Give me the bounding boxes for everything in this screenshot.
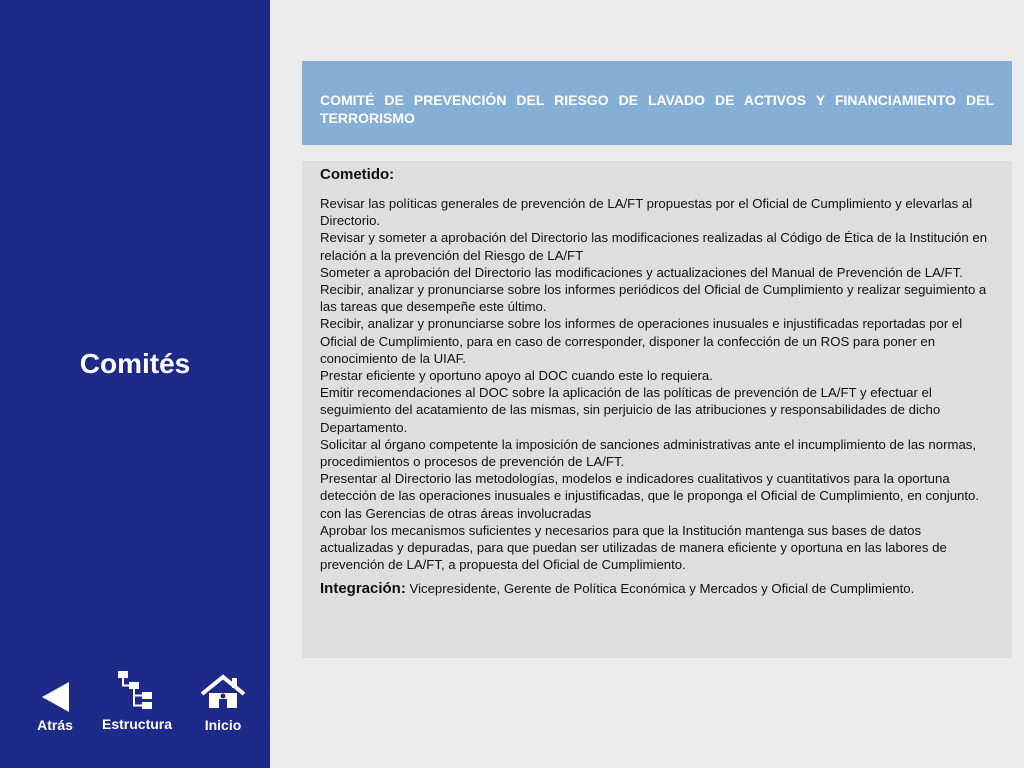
duty-item: Prestar eficiente y oportuno apoyo al DOC cuando este lo requiera. [320, 368, 713, 384]
integration-text: Vicepresidente, Gerente de Política Económica y Mercados y Oficial de Cumplimiento. [405, 581, 915, 597]
home-icon [188, 668, 258, 712]
duty-item: Recibir, analizar y pronunciarse sobre los informes de operaciones inusuales e injustificadas reportadas por el Oficial de Cumplimiento, para en caso de corresponder, disponer la confección de un ROS para poner en conocimiento de la UIAF. [320, 316, 963, 366]
committee-details [302, 161, 1012, 658]
structure-button[interactable] [102, 668, 172, 738]
sidebar [0, 0, 270, 768]
committee-title: COMITÉ DE PREVENCIÓN DEL RIESGO DE LAVADO DE ACTIVOS Y FINANCIAMIENTO DEL TERRORISMO [320, 92, 994, 126]
integration-row [320, 580, 994, 598]
back-arrow-icon [20, 668, 90, 712]
duty-item: Aprobar los mecanismos suficientes y necesarios para que la Institución mantenga sus bases de datos actualizadas y depuradas, para que puedan ser utilizadas de manera eficiente y oportuna en las labores de prevención de LA/FT, a propuesta del Oficial de Cumplimiento. [320, 522, 947, 573]
structure-label: Estructura [102, 716, 173, 732]
back-button[interactable] [20, 668, 90, 738]
integration-label: Integración: [320, 580, 406, 598]
mandate-label: Cometido: [320, 166, 395, 183]
page-title: Comités [79, 348, 191, 379]
duty-item: Emitir recomendaciones al DOC sobre la aplicación de las políticas de prevención de LA/FT y efectuar el seguimiento del acatamiento de las mismas, sin perjuicio de las atribuciones y responsabilidades de dicho Departamento. [320, 385, 941, 435]
committee-header [302, 61, 1012, 145]
org-chart-icon [102, 668, 172, 712]
duty-item: Revisar las políticas generales de prevención de LA/FT propuestas por el Oficial de Cumplimiento y elevarlas al Directorio. [320, 196, 973, 229]
duty-item: Recibir, analizar y pronunciarse sobre los informes periódicos del Oficial de Cumplimiento y realizar seguimiento a las tareas que desempeñe este último. [320, 282, 987, 315]
duty-item: Revisar y someter a aprobación del Directorio las modificaciones realizadas al Código de Ética de la Institución en relación a la prevención del Riesgo de LA/FT [320, 230, 988, 263]
home-button[interactable] [188, 668, 258, 738]
back-label: Atrás [37, 717, 73, 733]
home-label: Inicio [204, 717, 242, 733]
duty-item: Solicitar al órgano competente la imposición de sanciones administrativas ante el incumplimiento de las normas, procedimientos o procesos de prevención de LA/FT. [320, 436, 977, 470]
duties-list [320, 195, 994, 573]
duty-item: Someter a aprobación del Directorio las modificaciones y actualizaciones del Manual de Prevención de LA/FT. [320, 264, 963, 280]
duty-item: con las Gerencias de otras áreas involucradas [320, 505, 592, 521]
duty-item: Presentar al Directorio las metodologías, modelos e indicadores cualitativos y cuantitativos para la oportuna detección de las operaciones inusuales e injustificadas, que le proponga el Oficial de Cumplimiento, en conjunto. [320, 471, 980, 504]
